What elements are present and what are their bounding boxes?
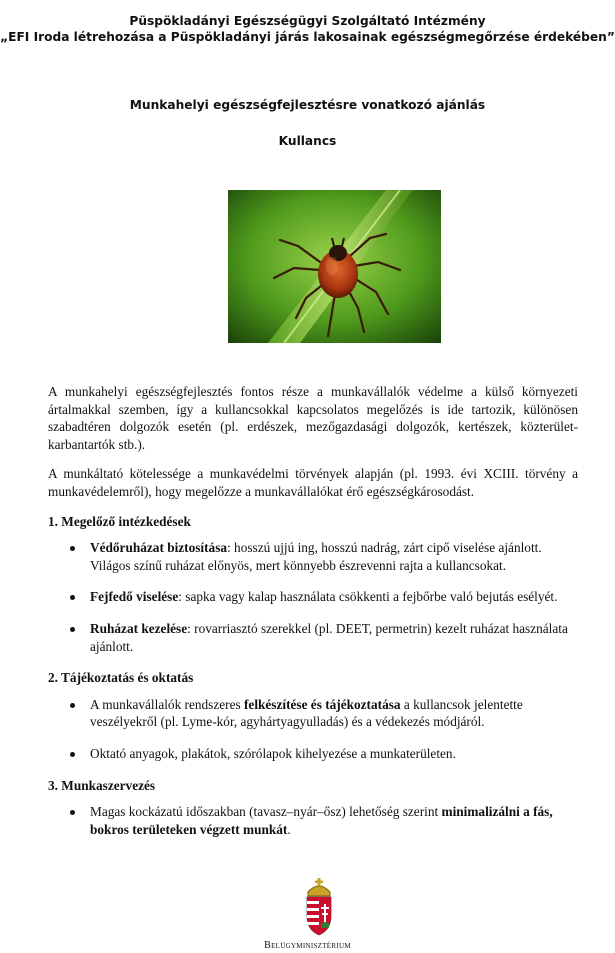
- ministry-name: Belügyminisztérium: [264, 940, 351, 951]
- project-title: „EFI Iroda létrehozása a Püspökladányi járás lakosainak egészségmegőrzése érdekében”: [0, 30, 615, 44]
- bullet-icon: [70, 546, 75, 551]
- bullet-icon: [70, 810, 75, 815]
- bullet-list: [48, 696, 578, 763]
- section-heading: 1. Megelőző intézkedések: [48, 513, 191, 529]
- list-item: Magas kockázatú időszakban (tavasz–nyár–ősz) lehetőség szerint minimalizálni a fás, bokros területeken végzett munkát.: [48, 803, 578, 838]
- section-heading: 3. Munkaszervezés: [48, 777, 156, 793]
- document-title: Munkahelyi egészségfejlesztésre vonatkozó ajánlás: [129, 98, 486, 112]
- bullet-icon: [70, 627, 75, 632]
- bullet-icon: [70, 752, 75, 757]
- document-header: [0, 13, 615, 45]
- list-item: Fejfedő viselése: sapka vagy kalap használata csökkenti a fejbőrbe való bejutás esélyét.: [48, 588, 578, 606]
- list-item: Ruházat kezelése: rovarriasztó szerekkel (pl. DEET, permetrin) kezelt ruházat használata ajánlott.: [48, 620, 578, 655]
- bullet-icon: [70, 595, 75, 600]
- bullet-list: [48, 803, 578, 838]
- document-body: [48, 383, 578, 852]
- tick-photo: [228, 190, 441, 343]
- document-subject: Kullancs: [278, 134, 337, 148]
- intro-paragraph: A munkahelyi egészségfejlesztés fontos része a munkavállalók védelme a külső környezeti ártalmakkal szemben, így a kullancsokkal kapcsolatos megelőzés is ide tartozik, különösen szabadtéren dolgozók esetén (pl. erdészek, mezőgazdasági dolgozók, kertészek, közterület-karbantartók stb.).: [48, 384, 578, 452]
- list-item: Védőruházat biztosítása: hosszú ujjú ing, hosszú nadrág, zárt cipő viselése ajánlott. Világos színű ruházat előnyös, mert könnyebb észrevenni rajta a kullancsokat.: [48, 539, 578, 574]
- tick-photo-illustration: [228, 190, 441, 343]
- bullet-icon: [70, 703, 75, 708]
- list-item: A munkavállalók rendszeres felkészítése és tájékoztatása a kullancsok jelentette veszélyekről (pl. Lyme-kór, agyhártyagyulladás) és a védekezés módjáról.: [48, 696, 578, 731]
- list-item: Oktató anyagok, plakátok, szórólapok kihelyezése a munkaterületen.: [48, 745, 578, 763]
- section-heading: 2. Tájékoztatás és oktatás: [48, 670, 194, 686]
- institution-name: Püspökladányi Egészségügyi Szolgáltató Intézmény: [129, 14, 486, 28]
- intro-paragraph: A munkáltató kötelessége a munkavédelmi törvények alapján (pl. 1993. évi XCIII. törvény a munkavédelemről), hogy megelőzze a munkavállalókat érő egészségkárosodást.: [48, 466, 578, 499]
- hungarian-coat-of-arms-icon: [302, 878, 336, 938]
- bullet-list: [48, 539, 578, 655]
